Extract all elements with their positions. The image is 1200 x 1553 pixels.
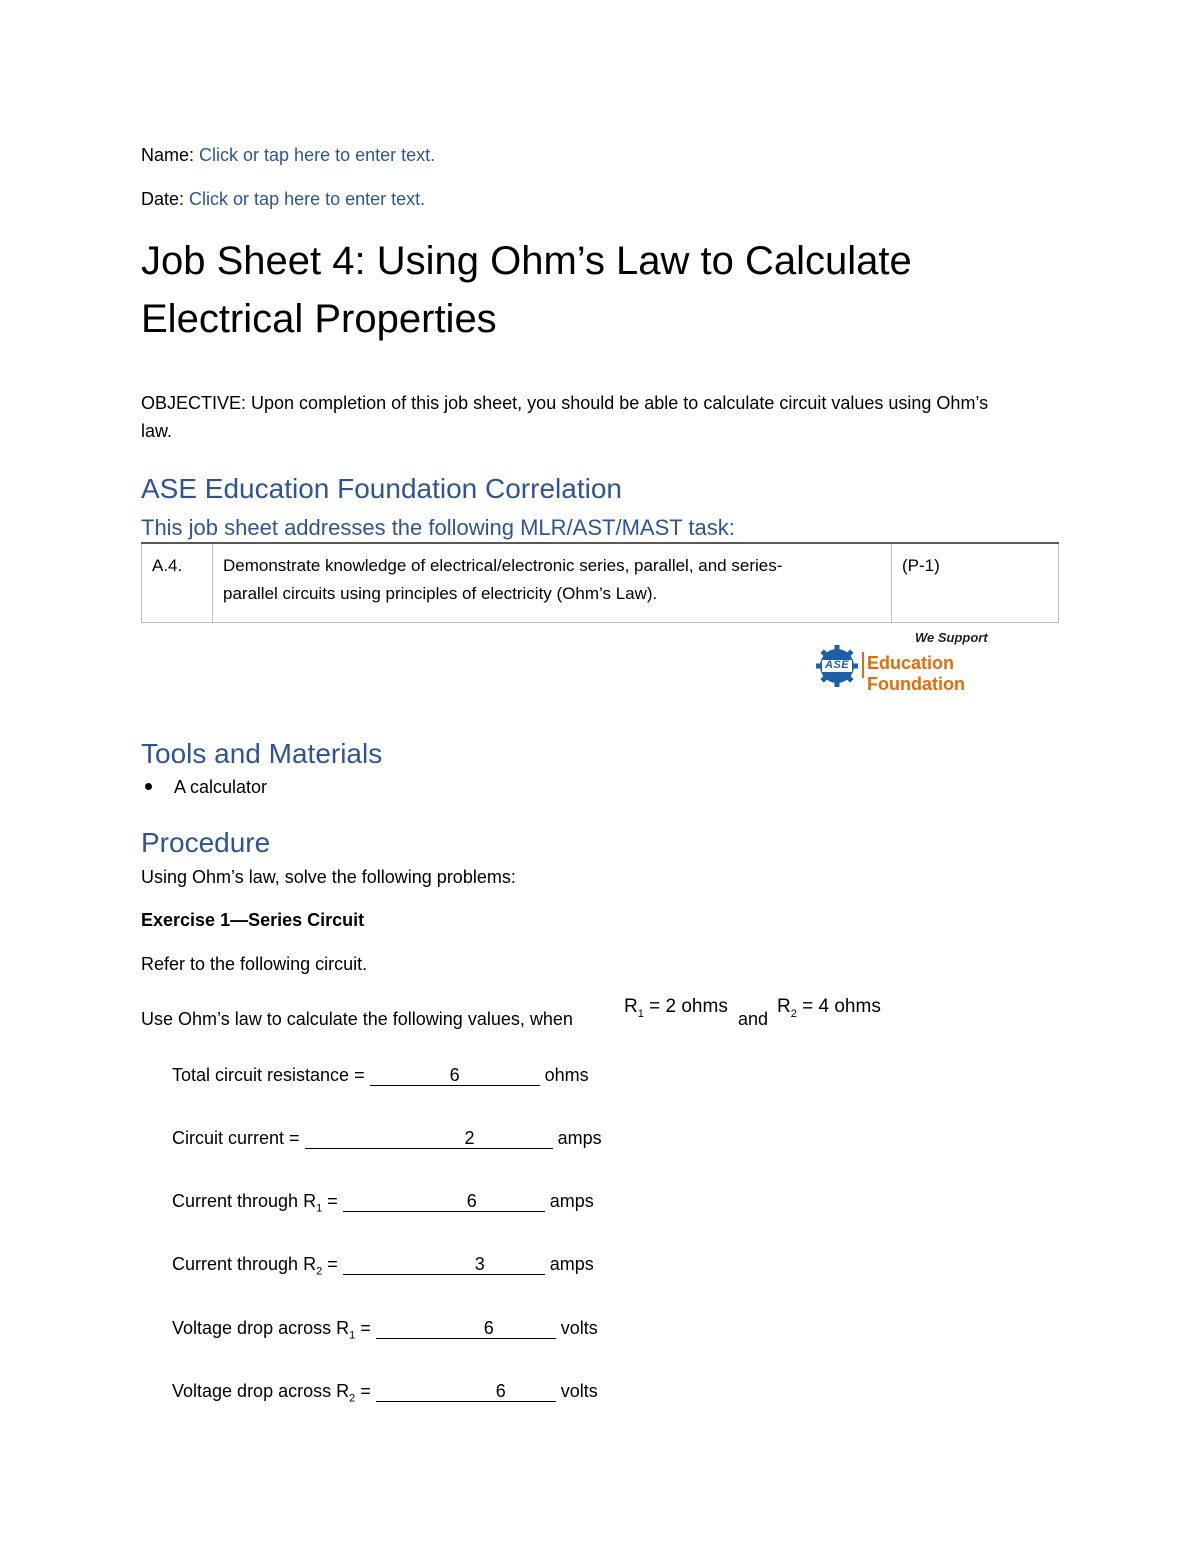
- answer-value: 3: [474, 1254, 485, 1274]
- refer-text: Refer to the following circuit.: [141, 954, 368, 974]
- exercise-title: Exercise 1—Series Circuit: [141, 910, 365, 930]
- name-label: Name:: [141, 145, 195, 165]
- task-priority-cell: [892, 543, 1059, 623]
- task-table-wrapper: [141, 542, 1059, 623]
- task-code: A.4.: [152, 556, 183, 575]
- use-ohms-law-line: [141, 1005, 573, 1033]
- r2-equation: [777, 996, 881, 1020]
- answer-value: 6: [466, 1191, 477, 1211]
- r1-sub: 1: [637, 1007, 644, 1020]
- answer-value: 6: [495, 1381, 506, 1401]
- answer-sub: 2: [316, 1265, 323, 1278]
- answer-current-r1: [172, 1187, 594, 1223]
- answer-unit: amps: [557, 1128, 602, 1148]
- task-priority: (P-1): [902, 556, 940, 575]
- answer-unit: volts: [560, 1318, 598, 1338]
- answer-circuit-current: [172, 1124, 602, 1152]
- tools-heading: Tools and Materials: [141, 738, 383, 769]
- date-field-row: [141, 185, 425, 213]
- logo-divider: [862, 652, 864, 678]
- r2-letter: R: [777, 996, 791, 1017]
- name-field-row: [141, 141, 435, 169]
- task-table: [141, 542, 1059, 623]
- logo-org: Education Foundation: [867, 653, 965, 694]
- answer-current-r2: [172, 1250, 594, 1286]
- answer-label: Total circuit resistance =: [172, 1065, 365, 1085]
- answer-input[interactable]: [343, 1191, 545, 1212]
- answer-equals: =: [327, 1254, 338, 1274]
- answer-value: 6: [483, 1318, 494, 1338]
- page-title-line-1: Job Sheet 4: Using Ohm’s Law to Calculate: [141, 239, 912, 283]
- r2-value: = 4 ohms: [802, 996, 881, 1017]
- task-description-cell: [213, 543, 892, 623]
- logo-we-support: We Support: [915, 630, 988, 645]
- r1-equation: [624, 996, 728, 1020]
- answer-input[interactable]: [376, 1381, 556, 1402]
- use-text: Use Ohm’s law to calculate the following values, when: [141, 1009, 573, 1029]
- answer-input[interactable]: [343, 1254, 545, 1275]
- and-text: and: [738, 1009, 769, 1029]
- answer-voltage-r2: [172, 1377, 598, 1413]
- date-label: Date:: [141, 189, 185, 209]
- answer-unit: amps: [549, 1191, 594, 1211]
- answer-label: Current through R: [172, 1191, 317, 1211]
- objective-line-2: law.: [141, 421, 173, 441]
- answer-label: Voltage drop across R: [172, 1318, 350, 1338]
- answer-unit: ohms: [544, 1065, 589, 1085]
- tools-list: [141, 773, 267, 801]
- objective-line-1: OBJECTIVE: Upon completion of this job sheet, you should be able to calculate circuit values using Ohm’s: [141, 393, 989, 413]
- bullet-icon: [145, 783, 152, 790]
- task-code-cell: [142, 543, 213, 623]
- ase-heading: ASE Education Foundation Correlation: [141, 473, 622, 504]
- answer-sub: 1: [349, 1329, 356, 1342]
- task-description-line-1: Demonstrate knowledge of electrical/electronic series, parallel, and series-: [223, 556, 783, 575]
- answer-equals: =: [360, 1318, 371, 1338]
- procedure-heading: Procedure: [141, 827, 271, 858]
- list-item: [141, 773, 267, 801]
- tools-item-label: A calculator: [174, 777, 268, 797]
- task-description-line-2: parallel circuits using principles of electricity (Ohm’s Law).: [223, 584, 658, 603]
- answer-label: Voltage drop across R: [172, 1381, 350, 1401]
- answer-value: 2: [464, 1128, 475, 1148]
- date-input[interactable]: Click or tap here to enter text.: [189, 189, 426, 209]
- answer-input[interactable]: [305, 1128, 553, 1149]
- answer-unit: amps: [549, 1254, 594, 1274]
- table-row: [142, 543, 1059, 623]
- answer-equals: =: [360, 1381, 371, 1401]
- name-input[interactable]: Click or tap here to enter text.: [199, 145, 436, 165]
- ase-logo: [815, 630, 1055, 694]
- answer-sub: 1: [316, 1202, 323, 1215]
- answer-equals: =: [327, 1191, 338, 1211]
- logo-mark: ASE: [825, 659, 850, 671]
- answer-input[interactable]: 6: [370, 1065, 540, 1086]
- page-title-line-2: Electrical Properties: [141, 297, 497, 341]
- answer-sub: 2: [349, 1392, 356, 1405]
- ase-subheading: This job sheet addresses the following MLR/AST/MAST task:: [141, 515, 735, 540]
- answer-label: Circuit current =: [172, 1128, 300, 1148]
- answer-voltage-r1: [172, 1314, 598, 1350]
- objective: [141, 389, 1071, 445]
- answer-label: Current through R: [172, 1254, 317, 1274]
- page-title: [141, 232, 912, 348]
- procedure-intro: Using Ohm’s law, solve the following problems:: [141, 867, 516, 887]
- answer-input[interactable]: [376, 1318, 556, 1339]
- r2-sub: 2: [790, 1007, 797, 1020]
- answer-total-resistance: [172, 1061, 589, 1089]
- r1-letter: R: [624, 996, 638, 1017]
- answer-unit: volts: [560, 1381, 598, 1401]
- r1-value: = 2 ohms: [649, 996, 728, 1017]
